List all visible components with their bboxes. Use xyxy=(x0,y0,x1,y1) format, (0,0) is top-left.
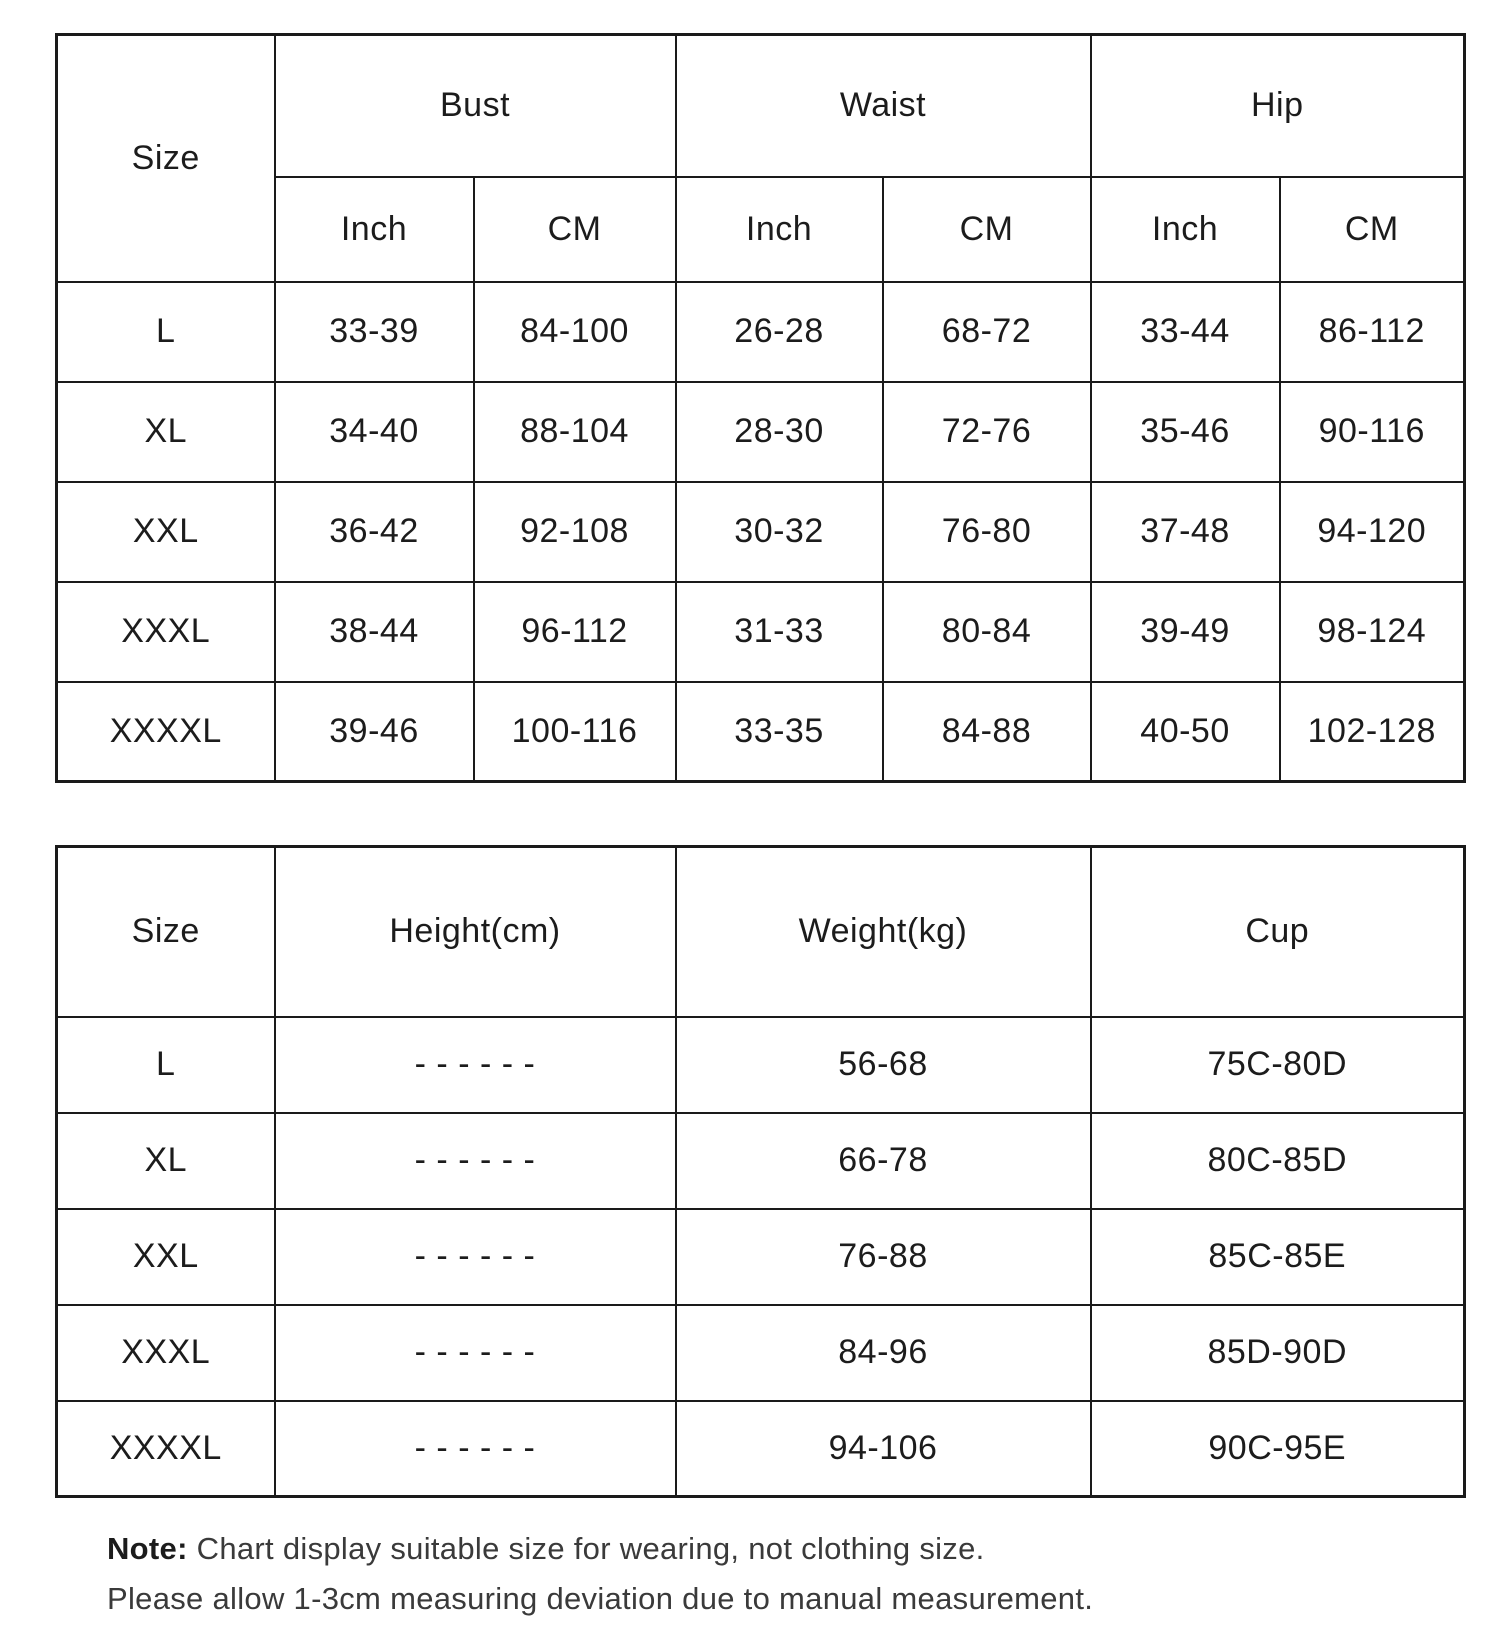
waist-inch-cell: 26-28 xyxy=(676,282,883,382)
height-weight-cup-table xyxy=(55,845,1466,1498)
header-hip: Hip xyxy=(1091,35,1465,177)
table-header-row xyxy=(57,35,1465,177)
measurement-size-table xyxy=(55,33,1466,783)
size-cell: XL xyxy=(57,1113,275,1209)
height-cell: - - - - - - xyxy=(275,1305,676,1401)
hip-inch-cell: 37-48 xyxy=(1091,482,1280,582)
note-line-1 xyxy=(107,1524,1463,1574)
note-label: Note: xyxy=(107,1531,188,1566)
bust-inch-cell: 34-40 xyxy=(275,382,474,482)
hip-cm-cell: 90-116 xyxy=(1280,382,1465,482)
bust-inch-cell: 38-44 xyxy=(275,582,474,682)
header-bust: Bust xyxy=(275,35,676,177)
height-cell: - - - - - - xyxy=(275,1017,676,1113)
table-row xyxy=(57,1017,1465,1113)
table-row xyxy=(57,1113,1465,1209)
bust-cm-cell: 84-100 xyxy=(474,282,676,382)
bust-cm-cell: 92-108 xyxy=(474,482,676,582)
header-waist-cm: CM xyxy=(883,177,1091,282)
size-cell: XXXL xyxy=(57,582,275,682)
weight-cell: 76-88 xyxy=(676,1209,1091,1305)
size-chart xyxy=(55,33,1463,1624)
header-hip-cm: CM xyxy=(1280,177,1465,282)
table-row xyxy=(57,1209,1465,1305)
table-row xyxy=(57,1401,1465,1497)
bust-cm-cell: 100-116 xyxy=(474,682,676,782)
height-cell: - - - - - - xyxy=(275,1401,676,1497)
weight-cell: 94-106 xyxy=(676,1401,1091,1497)
cup-cell: 80C-85D xyxy=(1091,1113,1465,1209)
weight-cell: 66-78 xyxy=(676,1113,1091,1209)
bust-inch-cell: 36-42 xyxy=(275,482,474,582)
header-cup: Cup xyxy=(1091,847,1465,1017)
note-text-2: Please allow 1-3cm measuring deviation due to manual measurement. xyxy=(107,1581,1094,1616)
weight-cell: 84-96 xyxy=(676,1305,1091,1401)
table-row xyxy=(57,482,1465,582)
waist-inch-cell: 28-30 xyxy=(676,382,883,482)
hip-inch-cell: 33-44 xyxy=(1091,282,1280,382)
size-cell: XXXL xyxy=(57,1305,275,1401)
height-cell: - - - - - - xyxy=(275,1113,676,1209)
table-row xyxy=(57,582,1465,682)
weight-cell: 56-68 xyxy=(676,1017,1091,1113)
hip-cm-cell: 86-112 xyxy=(1280,282,1465,382)
size-chart-note xyxy=(107,1524,1463,1624)
size-cell: XXL xyxy=(57,1209,275,1305)
size-cell: L xyxy=(57,282,275,382)
waist-cm-cell: 72-76 xyxy=(883,382,1091,482)
header-height: Height(cm) xyxy=(275,847,676,1017)
bust-inch-cell: 33-39 xyxy=(275,282,474,382)
header-waist-inch: Inch xyxy=(676,177,883,282)
bust-cm-cell: 88-104 xyxy=(474,382,676,482)
hip-cm-cell: 98-124 xyxy=(1280,582,1465,682)
table-row xyxy=(57,1305,1465,1401)
hip-inch-cell: 40-50 xyxy=(1091,682,1280,782)
waist-inch-cell: 30-32 xyxy=(676,482,883,582)
header-bust-inch: Inch xyxy=(275,177,474,282)
hip-cm-cell: 94-120 xyxy=(1280,482,1465,582)
hip-inch-cell: 35-46 xyxy=(1091,382,1280,482)
header-waist: Waist xyxy=(676,35,1091,177)
header-weight: Weight(kg) xyxy=(676,847,1091,1017)
waist-cm-cell: 76-80 xyxy=(883,482,1091,582)
table-row xyxy=(57,682,1465,782)
waist-cm-cell: 84-88 xyxy=(883,682,1091,782)
note-line-2 xyxy=(107,1574,1463,1624)
hip-cm-cell: 102-128 xyxy=(1280,682,1465,782)
height-cell: - - - - - - xyxy=(275,1209,676,1305)
waist-cm-cell: 68-72 xyxy=(883,282,1091,382)
header-size: Size xyxy=(57,35,275,282)
table-header-row xyxy=(57,847,1465,1017)
cup-cell: 75C-80D xyxy=(1091,1017,1465,1113)
size-cell: XXXXL xyxy=(57,1401,275,1497)
header-hip-inch: Inch xyxy=(1091,177,1280,282)
bust-inch-cell: 39-46 xyxy=(275,682,474,782)
size-cell: L xyxy=(57,1017,275,1113)
header-bust-cm: CM xyxy=(474,177,676,282)
waist-inch-cell: 33-35 xyxy=(676,682,883,782)
cup-cell: 85C-85E xyxy=(1091,1209,1465,1305)
table-row xyxy=(57,282,1465,382)
size-cell: XL xyxy=(57,382,275,482)
size-cell: XXL xyxy=(57,482,275,582)
note-text-1: Chart display suitable size for wearing, not clothing size. xyxy=(196,1531,985,1566)
cup-cell: 85D-90D xyxy=(1091,1305,1465,1401)
bust-cm-cell: 96-112 xyxy=(474,582,676,682)
table-row xyxy=(57,382,1465,482)
header-size: Size xyxy=(57,847,275,1017)
hip-inch-cell: 39-49 xyxy=(1091,582,1280,682)
size-cell: XXXXL xyxy=(57,682,275,782)
waist-cm-cell: 80-84 xyxy=(883,582,1091,682)
waist-inch-cell: 31-33 xyxy=(676,582,883,682)
cup-cell: 90C-95E xyxy=(1091,1401,1465,1497)
